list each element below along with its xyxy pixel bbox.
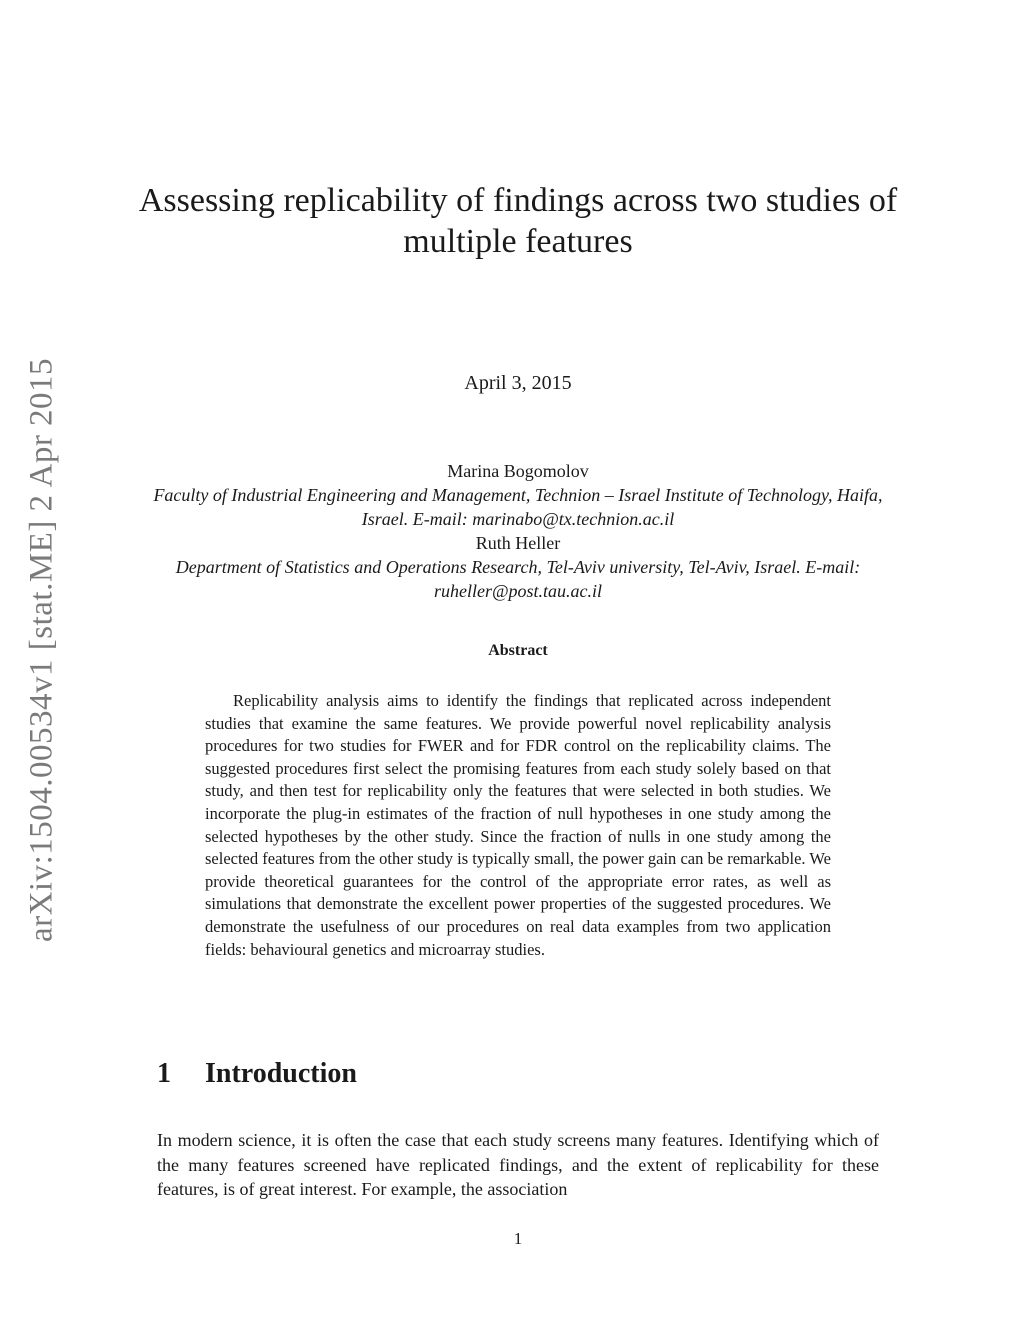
paper-date: April 3, 2015 xyxy=(464,372,572,394)
section-number: 1 xyxy=(157,1058,171,1089)
introduction-text: In modern science, it is often the case that each study screens many features. Identifying which of the many features screened have replicated findings, and the extent of replicability for these features, is of great interest. For example, the association xyxy=(157,1130,879,1199)
author-name: Ruth Heller xyxy=(475,533,561,553)
page-number: 1 xyxy=(513,1229,523,1248)
author-name: Marina Bogomolov xyxy=(447,461,589,481)
paper-title: Assessing replicability of findings across two studies of multiple features xyxy=(138,182,898,260)
author-affiliation: Department of Statistics and Operations Research, Tel-Aviv university, Tel-Aviv, Israel. E-mail: ruheller@post.tau.ac.il xyxy=(175,557,861,601)
section-title: Introduction xyxy=(205,1058,357,1089)
author-block xyxy=(150,459,886,603)
author-affiliation: Faculty of Industrial Engineering and Management, Technion – Israel Institute of Technology, Haifa, Israel. E-mail: marinabo@tx.technion.ac.il xyxy=(153,485,883,529)
arxiv-identifier: arXiv:1504.00534v1 [stat.ME] 2 Apr 2015 xyxy=(23,357,60,943)
abstract-heading: Abstract xyxy=(488,642,548,659)
section-heading xyxy=(157,1058,357,1090)
abstract-text: Replicability analysis aims to identify the findings that replicated across independent studies that examine the same features. We provide powerful novel replicability analysis procedures for two studies for FWER and for FDR control on the replicability claims. The suggested procedures first select the promising features from each study solely based on that study, and then test for replicability only the features that were selected in both studies. We incorporate the plug-in estimates of the fraction of null hypotheses in one study among the selected hypotheses by the other study. Since the fraction of nulls in one study among the selected features from the other study is typically small, the power gain can be remarkable. We provide theoretical guarantees for the control of the appropriate error rates, as well as simulations that demonstrate the excellent power properties of the suggested procedures. We demonstrate the usefulness of our procedures on real data examples from two application fields: behavioural genetics and microarray studies. xyxy=(205,691,831,959)
